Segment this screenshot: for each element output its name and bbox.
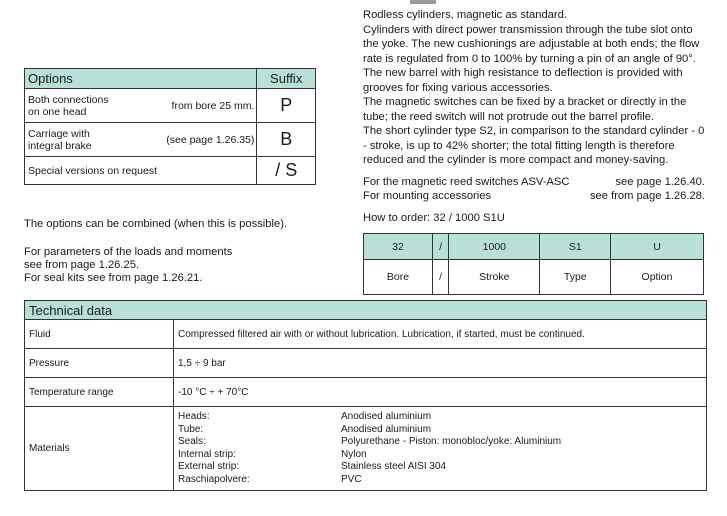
reference-line [363,175,705,189]
technical-value: -10 °C ÷ + 70°C [174,378,707,407]
material-value: Anodised aluminium [341,411,432,422]
order-value-stroke: 1000 [449,234,540,260]
params-note [24,246,232,285]
option-suffix: / S [257,157,316,185]
order-value-type: S1 [540,234,611,260]
material-value: Polyurethane - Piston: monobloc/yoke: Aluminium [341,436,562,447]
order-values-row [364,234,704,260]
description-paragraph: Rodless cylinders, magnetic as standard. [363,9,567,21]
suffix-title: Suffix [257,69,316,89]
technical-header [25,301,707,320]
option-row [25,157,316,185]
combined-note: The options can be combined (when this is possible). [24,218,288,230]
technical-row [25,378,707,407]
technical-row [25,349,707,378]
option-note: from bore 25 mm. [171,99,255,112]
option-label-line: integral brake [28,139,92,152]
technical-label: Temperature range [25,378,174,407]
option-label-line: on one head [28,105,87,118]
option-row [25,89,316,123]
technical-data-table [24,300,707,491]
params-line: For seal kits see from page 1.26.21. [24,272,203,284]
order-label-option: Option [611,260,704,295]
materials-label: Materials [25,407,174,491]
material-part: Tube: [178,423,204,435]
page-references [363,175,705,203]
option-note: (see page 1.26.35) [166,133,255,146]
order-label-bore: Bore [364,260,433,295]
reference-link[interactable]: see from page 1.26.28. [589,190,705,202]
material-part: Heads: [178,411,210,422]
material-part: Seals: [178,436,206,447]
decorative-mark [410,0,436,4]
technical-label: Fluid [25,320,174,349]
material-value: Stainless steel AISI 304 [341,461,447,472]
technical-value: 1,5 ÷ 9 bar [174,349,707,378]
technical-row [25,320,707,349]
order-title: How to order: 32 / 1000 S1U [363,212,505,224]
order-code-table [363,233,704,295]
order-label-type: Type [540,260,611,295]
options-header [25,69,316,89]
material-value: PVC [341,473,362,485]
material-part: External strip: [178,461,240,472]
product-description [363,8,705,168]
description-paragraph: Cylinders with direct power transmission through the tube slot onto the yoke. The new cushionings are adjustable at both ends; the flow rate is regulated from 0 to 100% by turning a pin of an angle of 90°. The new barrel with high resistance to deflection is provided with grooves for fixing various accessories. [363,23,700,94]
order-labels-row [364,260,704,295]
reference-text: For mounting accessories [363,190,492,202]
materials-list [174,407,707,491]
option-label-line: Carriage with [28,127,90,140]
order-value-bore: 32 [364,234,433,260]
option-suffix: P [257,89,316,123]
technical-title: Technical data [25,301,707,320]
order-label-stroke: Stroke [449,260,540,295]
material-value: Nylon [341,448,367,460]
order-value-separator: / [432,234,448,260]
option-label-line: Special versions on request [25,157,257,185]
option-label-line: Both connections [28,93,109,106]
technical-value: Compressed filtered air with or without lubrication. Lubrication, if started, must be continued. [174,320,707,349]
options-table [24,68,316,185]
description-paragraph: The magnetic switches can be fixed by a bracket or directly in the tube; the reed switch will not protrude out the barrel profile. [363,96,687,123]
reference-line [363,189,705,203]
option-row [25,123,316,157]
options-title: Options [25,69,257,89]
technical-label: Pressure [25,349,174,378]
order-value-option: U [611,234,704,260]
order-label-separator: / [432,260,448,295]
params-line: For parameters of the loads and moments [24,246,233,258]
reference-link[interactable]: see page 1.26.40. [615,176,705,188]
materials-row [25,407,707,491]
params-line: see from page 1.26.25. [24,259,140,271]
option-suffix: B [257,123,316,157]
material-part: Raschiapolvere: [178,473,250,485]
reference-text: For the magnetic reed switches ASV-ASC [363,176,570,188]
material-part: Internal strip: [178,448,236,460]
description-paragraph: The short cylinder type S2, in comparison to the standard cylinder - 0 - stroke, is up to 42% shorter; the total fitting length is therefore reduced and the cylinder is more compact and money-saving. [363,125,705,166]
material-value: Anodised aluminium [341,423,432,435]
